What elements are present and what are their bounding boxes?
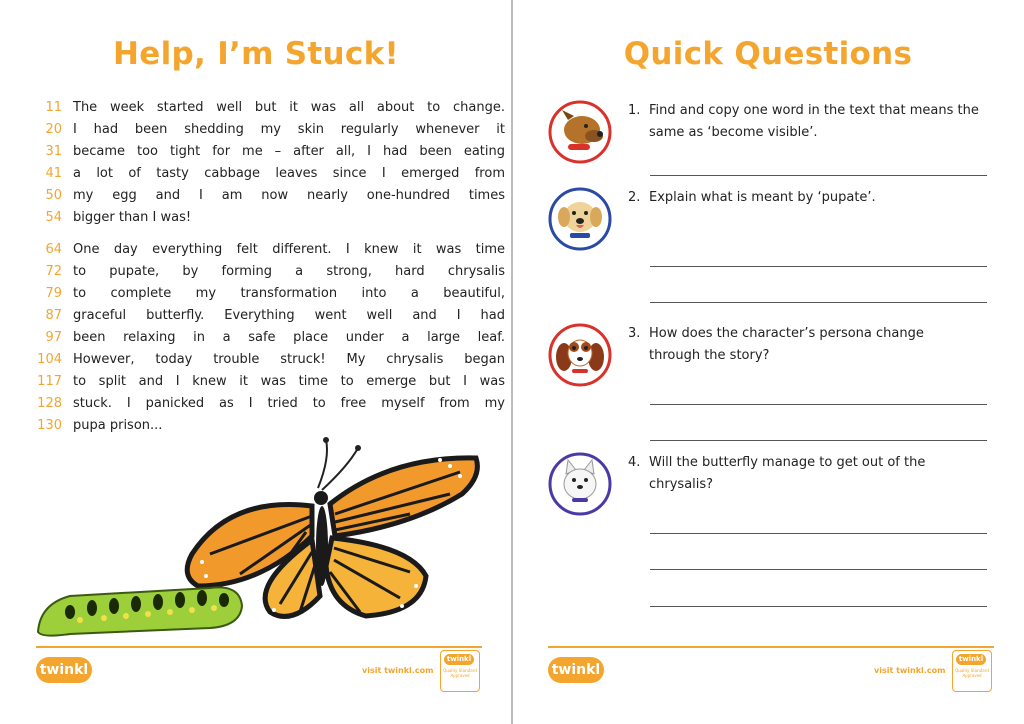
- line-text: graceful butterfly. Everything went well and I had: [73, 308, 505, 323]
- line-text: to pupate, by forming a strong, hard chrysalis: [73, 264, 505, 279]
- footer-rule: [36, 646, 482, 648]
- text-line: [36, 393, 505, 415]
- answer-line[interactable]: [650, 175, 987, 176]
- visit-link[interactable]: visit twinkl.com: [362, 666, 434, 675]
- question-number: 1.: [628, 103, 641, 118]
- badge-subtitle: Quality Standard Approved: [443, 668, 477, 678]
- line-text: pupa prison...: [73, 418, 163, 433]
- retriever-dog-icon: [548, 187, 612, 251]
- line-text: a lot of tasty cabbage leaves since I emerged from: [73, 166, 505, 181]
- answer-line[interactable]: [650, 404, 987, 405]
- text-line: [36, 349, 505, 371]
- word-count: 41: [45, 166, 62, 181]
- visit-link[interactable]: visit twinkl.com: [874, 666, 946, 675]
- question-number: 2.: [628, 190, 641, 205]
- question-number: 3.: [628, 326, 641, 341]
- badge-title: twinkl: [444, 654, 474, 665]
- paragraph-1: [36, 97, 505, 229]
- terrier-dog-icon: [548, 100, 612, 164]
- line-text: stuck. I panicked as I tried to free myself from my: [73, 396, 505, 411]
- white-dog-icon: [548, 452, 612, 516]
- question-text: Find and copy one word in the text that means the same as ‘become visible’.: [649, 103, 979, 140]
- text-line: [36, 283, 505, 305]
- text-line: [36, 261, 505, 283]
- line-text: bigger than I was!: [73, 210, 192, 225]
- answer-line[interactable]: [650, 533, 987, 534]
- text-line: [36, 371, 505, 393]
- answer-line[interactable]: [650, 569, 987, 570]
- word-count: 11: [45, 100, 62, 115]
- paragraph-2: [36, 239, 505, 437]
- word-count: 97: [45, 330, 62, 345]
- page-title: Help, I’m Stuck!: [113, 36, 399, 72]
- text-line: [36, 239, 505, 261]
- quality-badge: [952, 650, 992, 692]
- right-page: [512, 0, 1024, 724]
- twinkl-logo[interactable]: twinkl: [36, 657, 92, 683]
- answer-line[interactable]: [650, 440, 987, 441]
- text-line: [36, 119, 505, 141]
- butterfly-caterpillar-illustration: [30, 436, 482, 642]
- word-count: 72: [45, 264, 62, 279]
- line-text: I had been shedding my skin regularly whenever it: [73, 122, 505, 137]
- word-count: 64: [45, 242, 62, 257]
- line-text: my egg and I am now nearly one-hundred times: [73, 188, 505, 203]
- answer-line[interactable]: [650, 266, 987, 267]
- text-line: [36, 163, 505, 185]
- line-text: However, today trouble struck! My chrysalis began: [73, 352, 505, 367]
- badge-title: twinkl: [956, 654, 986, 665]
- footer-rule: [548, 646, 994, 648]
- word-count: 117: [37, 374, 62, 389]
- word-count: 128: [37, 396, 62, 411]
- answer-line[interactable]: [650, 606, 987, 607]
- word-count: 79: [45, 286, 62, 301]
- line-text: been relaxing in a safe place under a large leaf.: [73, 330, 505, 345]
- twinkl-logo[interactable]: twinkl: [548, 657, 604, 683]
- question-number: 4.: [628, 455, 641, 470]
- spaniel-dog-icon: [548, 323, 612, 387]
- text-line: [36, 185, 505, 207]
- word-count: 20: [45, 122, 62, 137]
- line-text: One day everything felt different. I knew it was time: [73, 242, 505, 257]
- caterpillar-icon: [38, 587, 242, 635]
- word-count: 50: [45, 188, 62, 203]
- line-text: became too tight for me – after all, I had been eating: [73, 144, 505, 159]
- line-text: to split and I knew it was time to emerge but I was: [73, 374, 505, 389]
- badge-subtitle: Quality Standard Approved: [955, 668, 989, 678]
- question-text: Will the butterfly manage to get out of the chrysalis?: [649, 455, 926, 492]
- text-line: [36, 207, 468, 229]
- line-text: to complete my transformation into a beautiful,: [73, 286, 505, 301]
- page-title: Quick Questions: [623, 36, 913, 72]
- text-line: [36, 305, 505, 327]
- quality-badge: [440, 650, 480, 692]
- question-text: Explain what is meant by ‘pupate’.: [649, 190, 876, 205]
- text-line: [36, 97, 505, 119]
- line-text: The week started well but it was all about to change.: [73, 100, 505, 115]
- word-count: 54: [45, 210, 62, 225]
- answer-line[interactable]: [650, 302, 987, 303]
- text-line: [36, 327, 505, 349]
- word-count: 31: [45, 144, 62, 159]
- text-line: [36, 415, 468, 437]
- word-count: 104: [37, 352, 62, 367]
- text-line: [36, 141, 505, 163]
- word-count: 87: [45, 308, 62, 323]
- word-count: 130: [37, 418, 62, 433]
- question-text: How does the character’s persona change through the story?: [649, 326, 924, 363]
